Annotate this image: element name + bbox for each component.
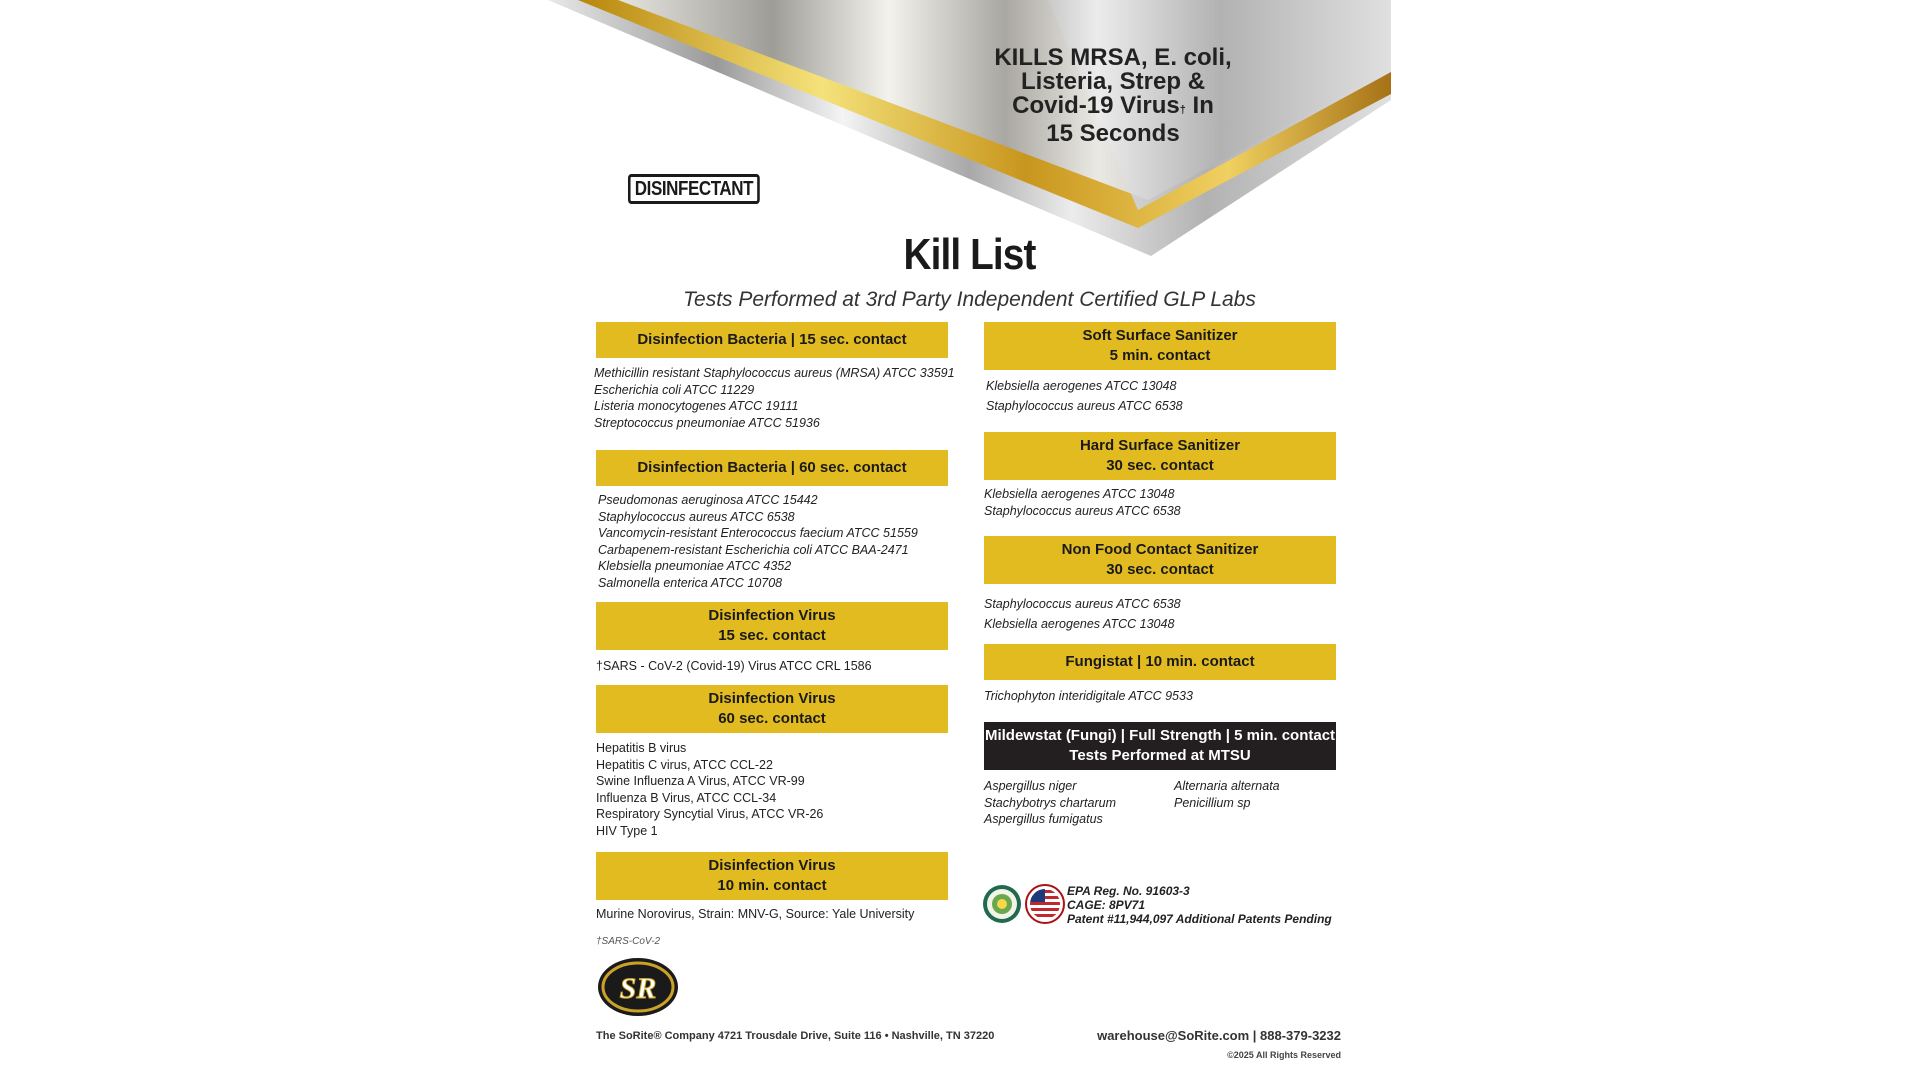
- green-seal-icon: [982, 884, 1022, 924]
- list-item: Klebsiella aerogenes ATCC 13048: [984, 617, 1175, 631]
- list-item: Influenza B Virus, ATCC CCL-34: [596, 790, 777, 805]
- list-item: †SARS - CoV-2 (Covid-19) Virus ATCC CRL 1586: [596, 659, 872, 673]
- disinfectant-badge: DISINFECTANT: [628, 174, 760, 204]
- list-item: Murine Norovirus, Strain: MNV-G, Source: Yale University: [596, 907, 915, 921]
- footnote: †SARS-CoV-2: [596, 936, 661, 947]
- section-header-fungistat: Fungistat | 10 min. contact: [984, 644, 1336, 680]
- list-item: Staphylococcus aureus ATCC 6538: [598, 509, 795, 524]
- section-items-virus-15s: [596, 658, 872, 675]
- section-header-hard-surface: Hard Surface Sanitizer 30 sec. contact: [984, 432, 1336, 480]
- sorite-logo: [596, 956, 680, 1018]
- section-items-virus-10m: [596, 906, 914, 923]
- headline-line-3: Covid-19 Virus† In: [1012, 92, 1214, 119]
- list-item: Streptococcus pneumoniae ATCC 51936: [594, 415, 820, 430]
- list-item: Respiratory Syncytial Virus, ATCC VR-26: [596, 807, 824, 821]
- list-item: Aspergillus niger: [984, 779, 1077, 793]
- section-items-hard-surface: [984, 486, 1181, 519]
- section-header-bacteria-15s: Disinfection Bacteria | 15 sec. contact: [596, 322, 948, 358]
- section-header-soft-surface: Soft Surface Sanitizer 5 min. contact: [984, 322, 1336, 370]
- list-item: Vancomycin-resistant Enterococcus faecium ATCC 51559: [598, 526, 918, 540]
- section-items-bacteria-60s: [598, 492, 918, 591]
- list-item: Listeria monocytogenes ATCC 19111: [594, 399, 799, 413]
- section-items-bacteria-15s: [594, 365, 955, 431]
- list-item: Trichophyton interidigitale ATCC 9533: [984, 689, 1193, 703]
- headline-line-2: Listeria, Strep &: [1020, 68, 1206, 95]
- list-item: HIV Type 1: [596, 823, 658, 838]
- list-item: Klebsiella pneumoniae ATCC 4352: [598, 559, 792, 573]
- list-item: Swine Influenza A Virus, ATCC VR-99: [596, 774, 805, 788]
- list-item: Klebsiella aerogenes ATCC 13048: [984, 487, 1175, 501]
- section-items-non-food-contact: [984, 594, 1181, 634]
- company-address: The SoRite® Company 4721 Trousdale Drive, Suite 116 • Nashville, TN 37220: [596, 1030, 995, 1042]
- list-item: Aspergillus fumigatus: [984, 812, 1103, 826]
- list-item: Penicillium sp: [1174, 795, 1251, 810]
- list-item: Alternaria alternata: [1174, 779, 1280, 793]
- contact-info[interactable]: warehouse@SoRite.com | 888-379-3232: [1097, 1028, 1341, 1043]
- kill-list-sheet: [548, 0, 1391, 1080]
- section-items-soft-surface: [986, 376, 1183, 416]
- list-item: Hepatitis B virus: [596, 741, 687, 755]
- list-item: Escherichia coli ATCC 11229: [594, 382, 755, 397]
- list-item: Klebsiella aerogenes ATCC 13048: [986, 379, 1177, 393]
- silver-gold-banner: [548, 0, 1391, 260]
- copyright: ©2025 All Rights Reserved: [1227, 1050, 1341, 1060]
- list-item: Carbapenem-resistant Escherichia coli ATCC BAA-2471: [598, 542, 909, 557]
- list-item: Staphylococcus aureus ATCC 6538: [984, 597, 1181, 611]
- list-item: Staphylococcus aureus ATCC 6538: [984, 503, 1181, 518]
- epa-registration: EPA Reg. No. 91603-3 CAGE: 8PV71 Patent #11,944,097 Additional Patents Pending: [1067, 884, 1332, 926]
- headline-line-1: KILLS MRSA, E. coli,: [994, 44, 1232, 71]
- list-item: Hepatitis C virus, ATCC CCL-22: [596, 757, 773, 772]
- headline: [978, 46, 1248, 146]
- section-header-virus-60s: Disinfection Virus 60 sec. contact: [596, 685, 948, 733]
- list-item: Salmonella enterica ATCC 10708: [598, 575, 783, 590]
- section-header-virus-10m: Disinfection Virus 10 min. contact: [596, 852, 948, 900]
- list-item: Staphylococcus aureus ATCC 6538: [986, 399, 1183, 413]
- list-item: Pseudomonas aeruginosa ATCC 15442: [598, 493, 818, 507]
- section-items-virus-60s: [596, 740, 823, 839]
- section-items-fungistat: [984, 688, 1193, 705]
- page-subtitle: Tests Performed at 3rd Party Independent Certified GLP Labs: [683, 288, 1256, 311]
- section-items-mildewstat-col1: [984, 778, 1116, 828]
- section-header-non-food-contact: Non Food Contact Sanitizer 30 sec. contact: [984, 536, 1336, 584]
- list-item: Methicillin resistant Staphylococcus aureus (MRSA) ATCC 33591: [594, 366, 955, 380]
- section-items-mildewstat-col2: [1174, 778, 1280, 811]
- section-header-mildewstat: Mildewstat (Fungi) | Full Strength | 5 min. contact Tests Performed at MTSU: [984, 722, 1336, 770]
- page-title: Kill List: [903, 230, 1036, 279]
- list-item: Stachybotrys chartarum: [984, 795, 1116, 810]
- svg-text:SR: SR: [619, 972, 657, 1005]
- section-header-virus-15s: Disinfection Virus 15 sec. contact: [596, 602, 948, 650]
- headline-line-4: 15 Seconds: [1046, 120, 1180, 147]
- section-header-bacteria-60s: Disinfection Bacteria | 60 sec. contact: [596, 450, 948, 486]
- usa-flag-seal-icon: [1025, 884, 1065, 924]
